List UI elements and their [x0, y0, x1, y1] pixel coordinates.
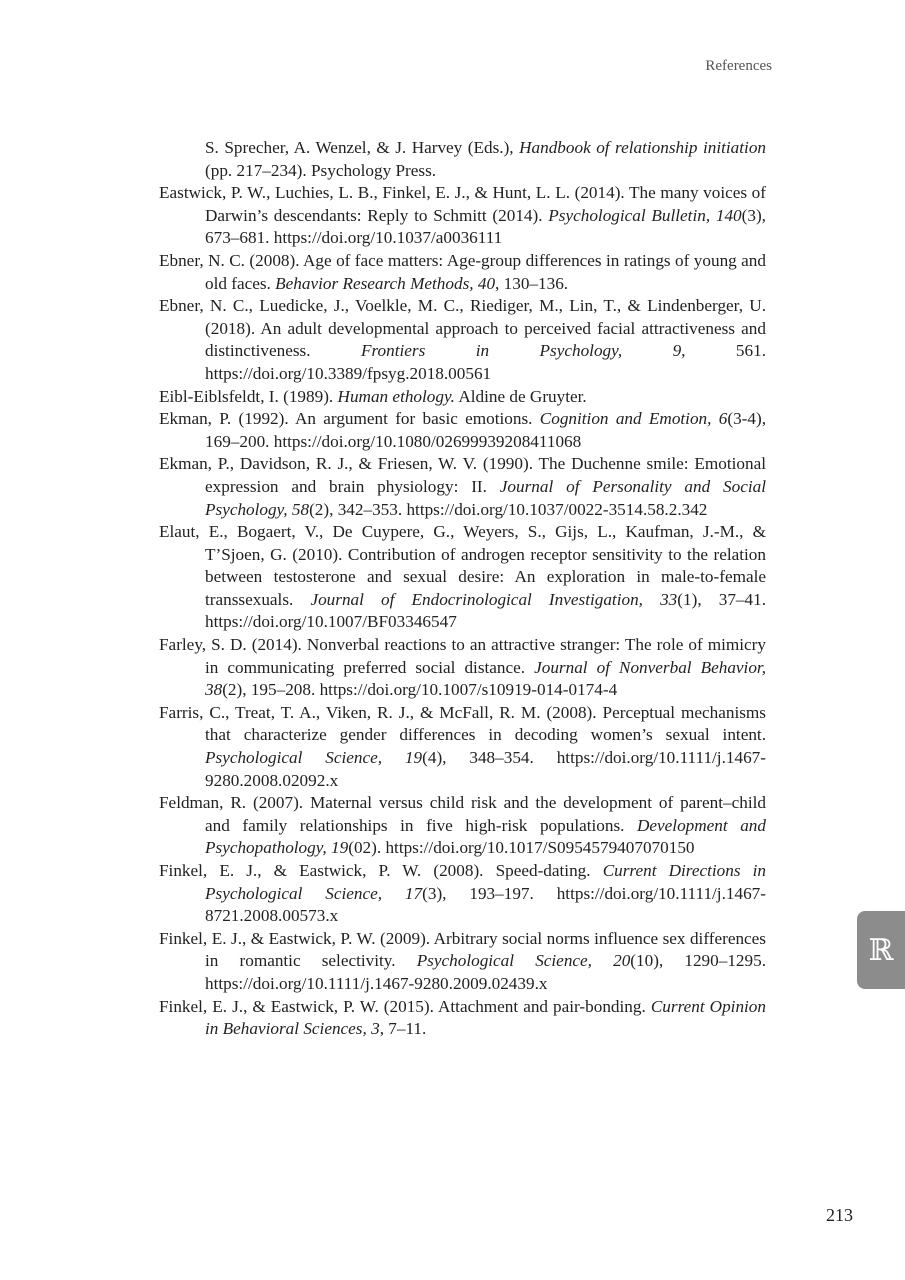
ref-text: Finkel, E. J., & Eastwick, P. W. (2008). Speed-dating. [159, 861, 603, 880]
ref-text: S. Sprecher, A. Wenzel, & J. Harvey (Eds.), [205, 138, 520, 157]
ref-text: Ekman, P., Davidson, R. J., & Friesen, W. V. (1990). The Duchenne smile: Emotional expression and brain physiology: II. [159, 454, 766, 496]
ref-text: , 7–11. [379, 1019, 427, 1039]
ref-text: (02). https://doi.org/10.1017/S0954579407070150 [348, 838, 695, 858]
reference-list [159, 137, 766, 1041]
ref-text: (3), 673–681. https://doi.org/10.1037/a0036111 [205, 205, 766, 248]
ref-text: Eibl-Eiblsfeldt, I. (1989). [159, 386, 338, 406]
ref-source: Frontiers in Psychology, 9 [360, 341, 682, 361]
ref-text: Aldine de Gruyter. [454, 386, 587, 406]
reference-entry [159, 182, 766, 250]
reference-entry [159, 386, 766, 409]
ref-text: Feldman, R. (2007). Maternal versus child risk and the development of parent–child and family relationships in five high-risk populations. [159, 793, 766, 835]
ref-text: , 561. https://doi.org/10.3389/fpsyg.2018.00561 [205, 341, 767, 383]
ref-source: Current Opinion in Behavioral Sciences, 3 [205, 996, 766, 1039]
ref-source: Journal of Endocrinological Investigation, 33 [310, 589, 678, 609]
reference-entry [159, 792, 766, 860]
ref-text: Finkel, E. J., & Eastwick, P. W. (2015). Attachment and pair-bonding. [159, 996, 651, 1016]
reference-entry [159, 408, 766, 453]
ref-source: Psychological Science, 19 [205, 748, 423, 768]
ref-text: Farris, C., Treat, T. A., Viken, R. J., & McFall, R. M. (2008). Perceptual mechanisms that characterize gender differences in decoding women’s sexual intent. [159, 702, 766, 745]
ref-text: (1), 37–41. https://doi.org/10.1007/BF03346547 [205, 589, 767, 632]
reference-entry [159, 860, 766, 928]
reference-entry [159, 453, 766, 521]
ref-text: Ebner, N. C. (2008). Age of face matters: Age-group differences in ratings of young and old faces. [159, 250, 766, 293]
ref-text: Elaut, E., Bogaert, V., De Cuypere, G., Weyers, S., Gijs, L., Kaufman, J.-M., & T’Sjoen, G. (2010). Contribution of androgen receptor sensitivity to the relation between testosterone and sexual desire: An exploration in male-to-female transsexuals. [159, 522, 766, 609]
ref-source: Journal of Nonverbal Behavior, 38 [205, 657, 766, 700]
reference-entry [159, 996, 766, 1041]
ref-text: Farley, S. D. (2014). Nonverbal reactions to an attractive stranger: The role of mimicry in communicating preferred social distance. [159, 635, 766, 677]
ref-text: (3-4), 169–200. https://doi.org/10.1080/02699939208411068 [205, 409, 766, 451]
ref-text: Eastwick, P. W., Luchies, L. B., Finkel, E. J., & Hunt, L. L. (2014). The many voices of Darwin’s descendants: Reply to Schmitt (2014). [159, 183, 766, 225]
ref-text: Ekman, P. (1992). An argument for basic emotions. [159, 409, 540, 429]
ref-text: (pp. 217–234). Psychology Press. [205, 160, 437, 180]
reference-entry [159, 928, 766, 996]
ref-text: (3), 193–197. https://doi.org/10.1111/j.1467-8721.2008.00573.x [205, 883, 766, 926]
ref-source: Psychological Bulletin, 140 [548, 205, 742, 225]
ref-text: (2), 195–208. https://doi.org/10.1007/s10919-014-0174-4 [222, 680, 618, 700]
ref-source: Behavior Research Methods, 40 [275, 273, 496, 293]
ref-source: Handbook of relationship initiation [519, 138, 767, 157]
reference-entry [159, 702, 766, 792]
ref-text: Ebner, N. C., Luedicke, J., Voelkle, M. C., Riediger, M., Lin, T., & Lindenberger, U. (2018). An adult developmental approach to perceived facial attractiveness and distinctiveness. [159, 296, 766, 361]
ref-source: Psychological Science, 20 [416, 951, 631, 971]
ref-text: (10), 1290–1295. https://doi.org/10.1111/j.1467-9280.2009.02439.x [205, 951, 767, 993]
running-head: References [705, 58, 772, 74]
page-number: 213 [826, 1205, 853, 1225]
reference-entry [159, 295, 766, 385]
ref-source: Human ethology. [337, 386, 455, 406]
ref-source: Development and Psychopathology, 19 [205, 815, 766, 858]
ref-source: Current Directions in Psychological Science, 17 [205, 861, 767, 903]
ref-text: (4), 348–354. https://doi.org/10.1111/j.1467-9280.2008.02092.x [205, 748, 766, 790]
ref-source: Journal of Personality and Social Psychology, 58 [205, 476, 766, 519]
ref-text: , 130–136. [495, 273, 569, 293]
reference-entry [159, 634, 766, 702]
reference-entry [159, 137, 766, 182]
chapter-tab-letter: ℝ [868, 932, 894, 968]
reference-entry [159, 521, 766, 634]
ref-text: (2), 342–353. https://doi.org/10.1037/0022-3514.58.2.342 [309, 499, 708, 519]
ref-source: Cognition and Emotion, 6 [539, 409, 728, 429]
ref-text: Finkel, E. J., & Eastwick, P. W. (2009). Arbitrary social norms influence sex differences in romantic selectivity. [159, 928, 766, 971]
reference-entry [159, 250, 766, 295]
chapter-tab [857, 911, 905, 989]
